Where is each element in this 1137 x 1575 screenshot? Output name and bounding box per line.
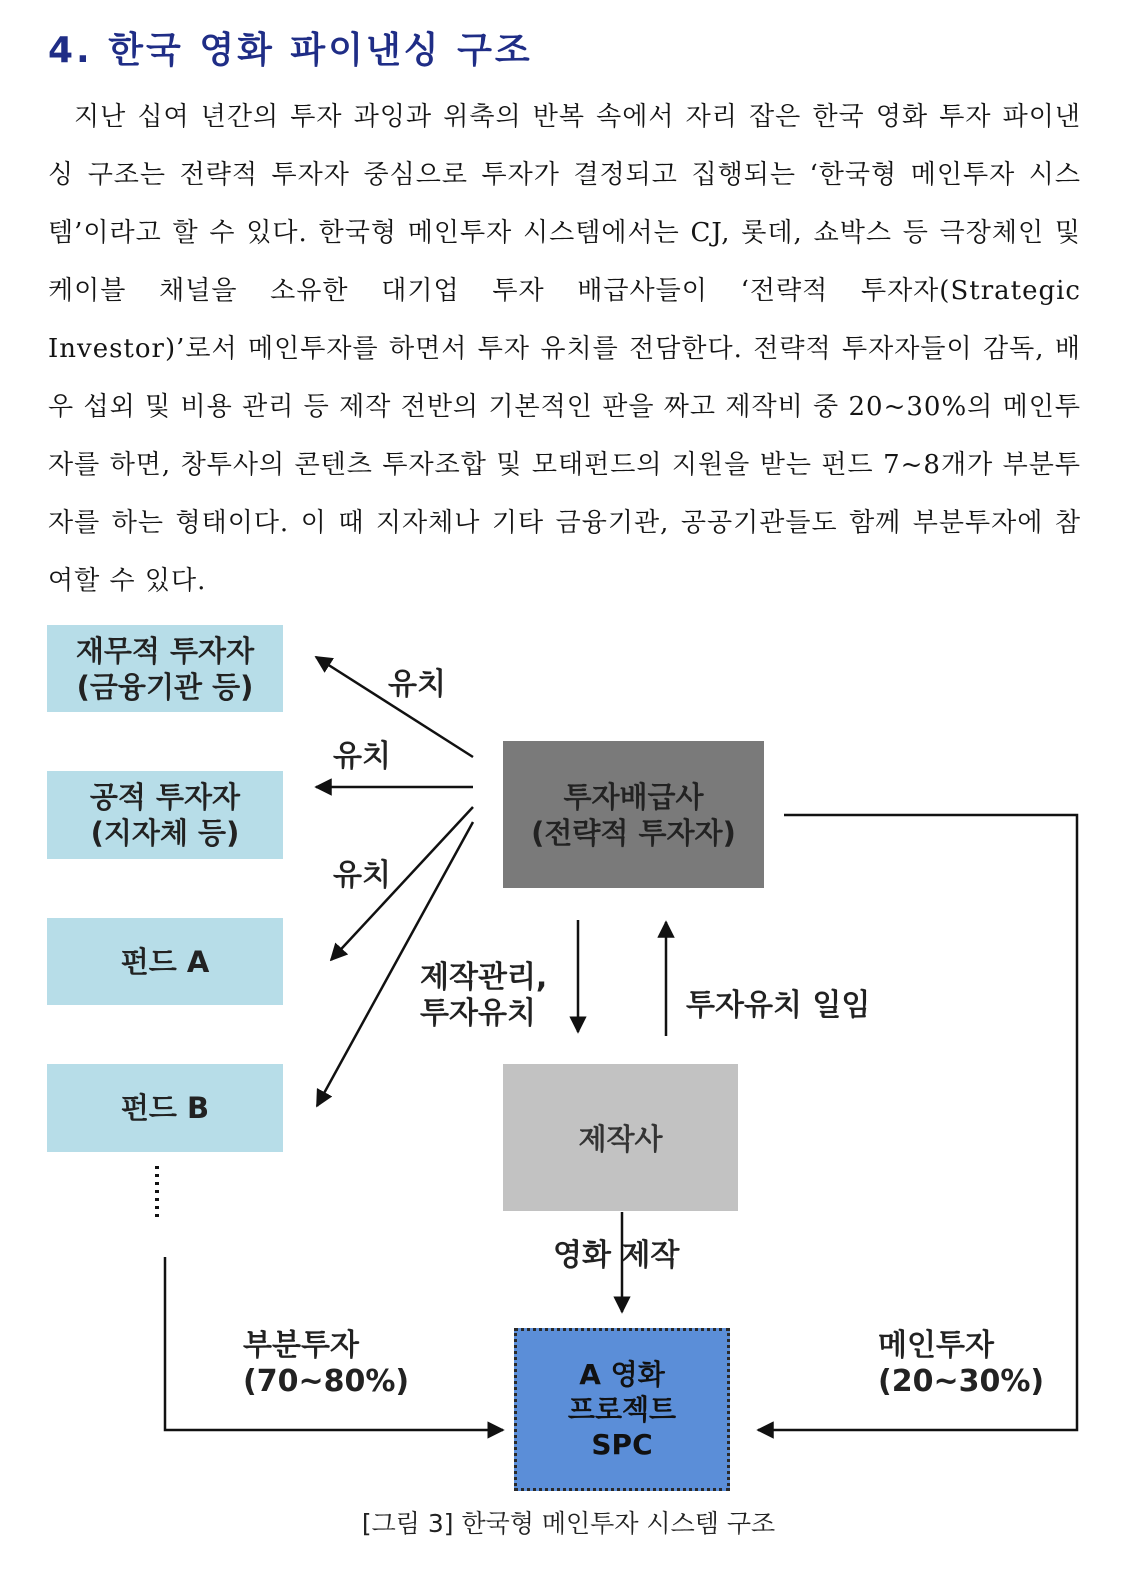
box-line2: (지자체 등)	[90, 816, 240, 850]
box-line2: (금융기관 등)	[76, 669, 254, 704]
fund-b-box	[47, 1064, 283, 1152]
public-investor-box	[47, 771, 283, 859]
box-line2: (전략적 투자자)	[531, 815, 736, 850]
label-line2: (20~30%)	[878, 1364, 1045, 1399]
box-line1: 투자배급사	[563, 779, 704, 814]
producer-box	[503, 1064, 738, 1211]
figure-caption: [그림 3] 한국형 메인투자 시스템 구조	[361, 1509, 776, 1538]
fund-a-box	[47, 918, 283, 1005]
main-investment-label	[878, 1328, 1044, 1400]
label-line1: 제작관리,	[420, 960, 548, 995]
spc-box	[514, 1328, 730, 1491]
box-line1: 펀드 B	[120, 1091, 210, 1125]
attract-label-2: 유치	[333, 739, 391, 774]
film-production-label: 영화 제작	[553, 1238, 680, 1273]
delegation-label: 투자유치 일임	[686, 988, 871, 1023]
box-line1: A 영화	[579, 1358, 665, 1391]
section-heading: 4. 한국 영화 파이낸싱 구조	[48, 30, 533, 71]
attract-label-3: 유치	[333, 858, 391, 893]
producer-label: 제작사	[578, 1122, 663, 1156]
box-line3: SPC	[591, 1428, 653, 1461]
attract-label-1: 유치	[388, 667, 446, 702]
box-line1: 공적 투자자	[89, 780, 241, 814]
partial-investment-label	[243, 1328, 409, 1400]
box-line1: 재무적 투자자	[75, 633, 255, 668]
label-line2: 투자유치	[420, 996, 536, 1031]
financial-investor-box	[47, 625, 283, 712]
label-line1: 부분투자	[243, 1328, 359, 1363]
label-line2: (70~80%)	[243, 1364, 410, 1399]
box-line2: 프로젝트	[567, 1393, 677, 1426]
label-line1: 메인투자	[878, 1328, 994, 1363]
production-management-label	[420, 960, 547, 1032]
box-line1: 펀드 A	[120, 944, 210, 979]
body-paragraph: 지난 십여 년간의 투자 과잉과 위축의 반복 속에서 자리 잡은 한국 영화 투자 파이낸싱 구조는 전략적 투자자 중심으로 투자가 결정되고 집행되는 ‘한국형 메인투자 시스템’이라고 할 수 있다. 한국형 메인투자 시스템에서는 CJ, 롯데, 쇼박스 등 극장체인 및 케이블 채널을 소유한 대기업 투자 배급사들이 ‘전략적 투자자(Strategic Investor)’로서 메인투자를 하면서 투자 유치를 전담한다. 전략적 투자자들이 감독, 배우 섭외 및 비용 관리 등 제작 전반의 기본적인 판을 짜고 제작비 중 20~30%의 메인투자를 하면, 창투사의 콘텐츠 투자조합 및 모태펀드의 지원을 받는 펀드 7~8개가 부분투자를 하는 형태이다. 이 때 지자체나 기타 금융기관, 공공기관들도 함께 부분투자에 참여할 수 있다.	[48, 102, 1081, 596]
distributor-box	[503, 741, 764, 888]
